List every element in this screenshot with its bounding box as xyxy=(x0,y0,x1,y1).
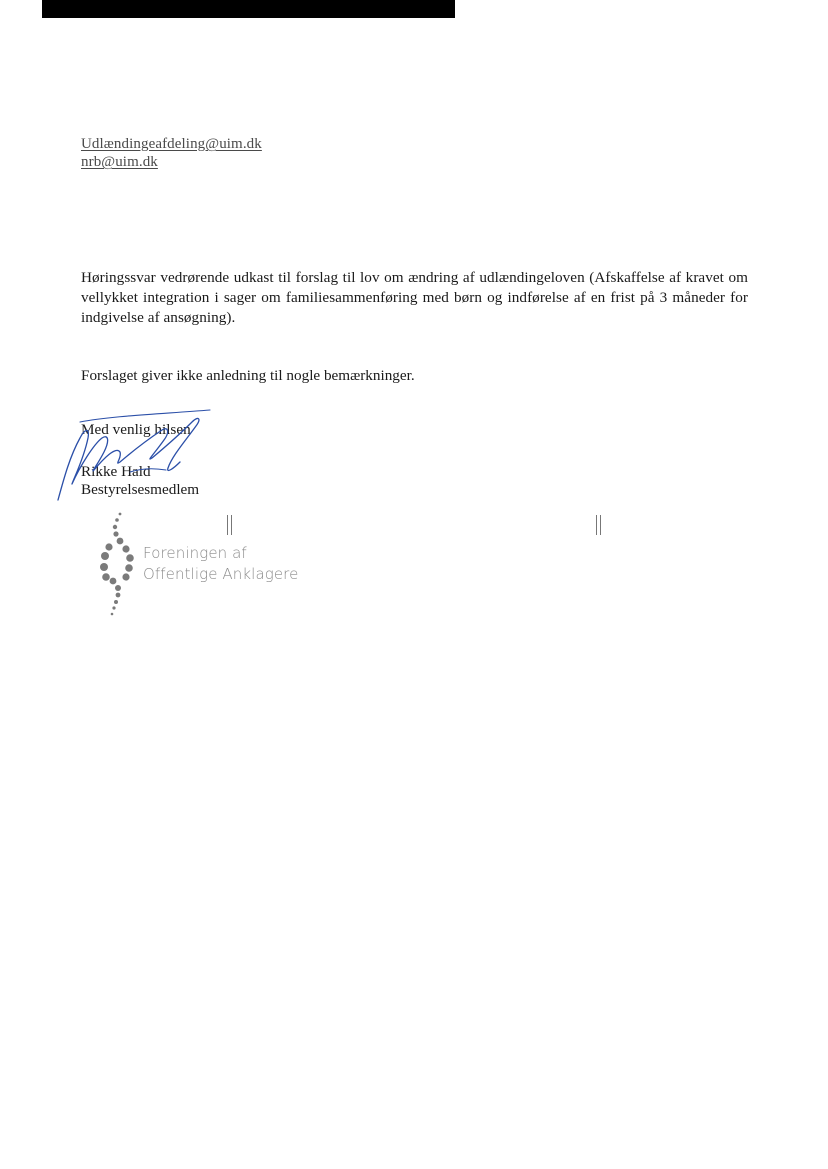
redaction-bar xyxy=(42,0,455,18)
body-paragraph: Forslaget giver ikke anledning til nogle bemærkninger. xyxy=(81,367,415,384)
logo-text xyxy=(143,543,298,585)
closing-greeting: Med venlig hilsen xyxy=(81,421,191,438)
margin-mark-left xyxy=(227,515,232,535)
logo-text-line-1: Foreningen af xyxy=(143,544,247,562)
recipient-emails xyxy=(81,135,262,171)
signer-title: Bestyrelsesmedlem xyxy=(81,481,200,498)
email-link-nrb[interactable]: nrb@uim.dk xyxy=(81,154,158,170)
signer-name: Rikke Hald xyxy=(81,463,151,480)
email-link-udlaendingeafdeling[interactable]: Udlændingeafdeling@uim.dk xyxy=(81,136,262,152)
logo-text-line-2: Offentlige Anklagere xyxy=(143,565,299,583)
subject-paragraph: Høringssvar vedrørende udkast til forslag til lov om ændring af udlændingeloven (Afskaffelse af kravet om vellykket integration i sager om familiesammenføring med børn og indførelse af en frist på 3 måneder for indgivelse af ansøgning). xyxy=(81,269,748,326)
margin-mark-right xyxy=(596,515,601,535)
logo-mark-icon xyxy=(96,510,136,618)
